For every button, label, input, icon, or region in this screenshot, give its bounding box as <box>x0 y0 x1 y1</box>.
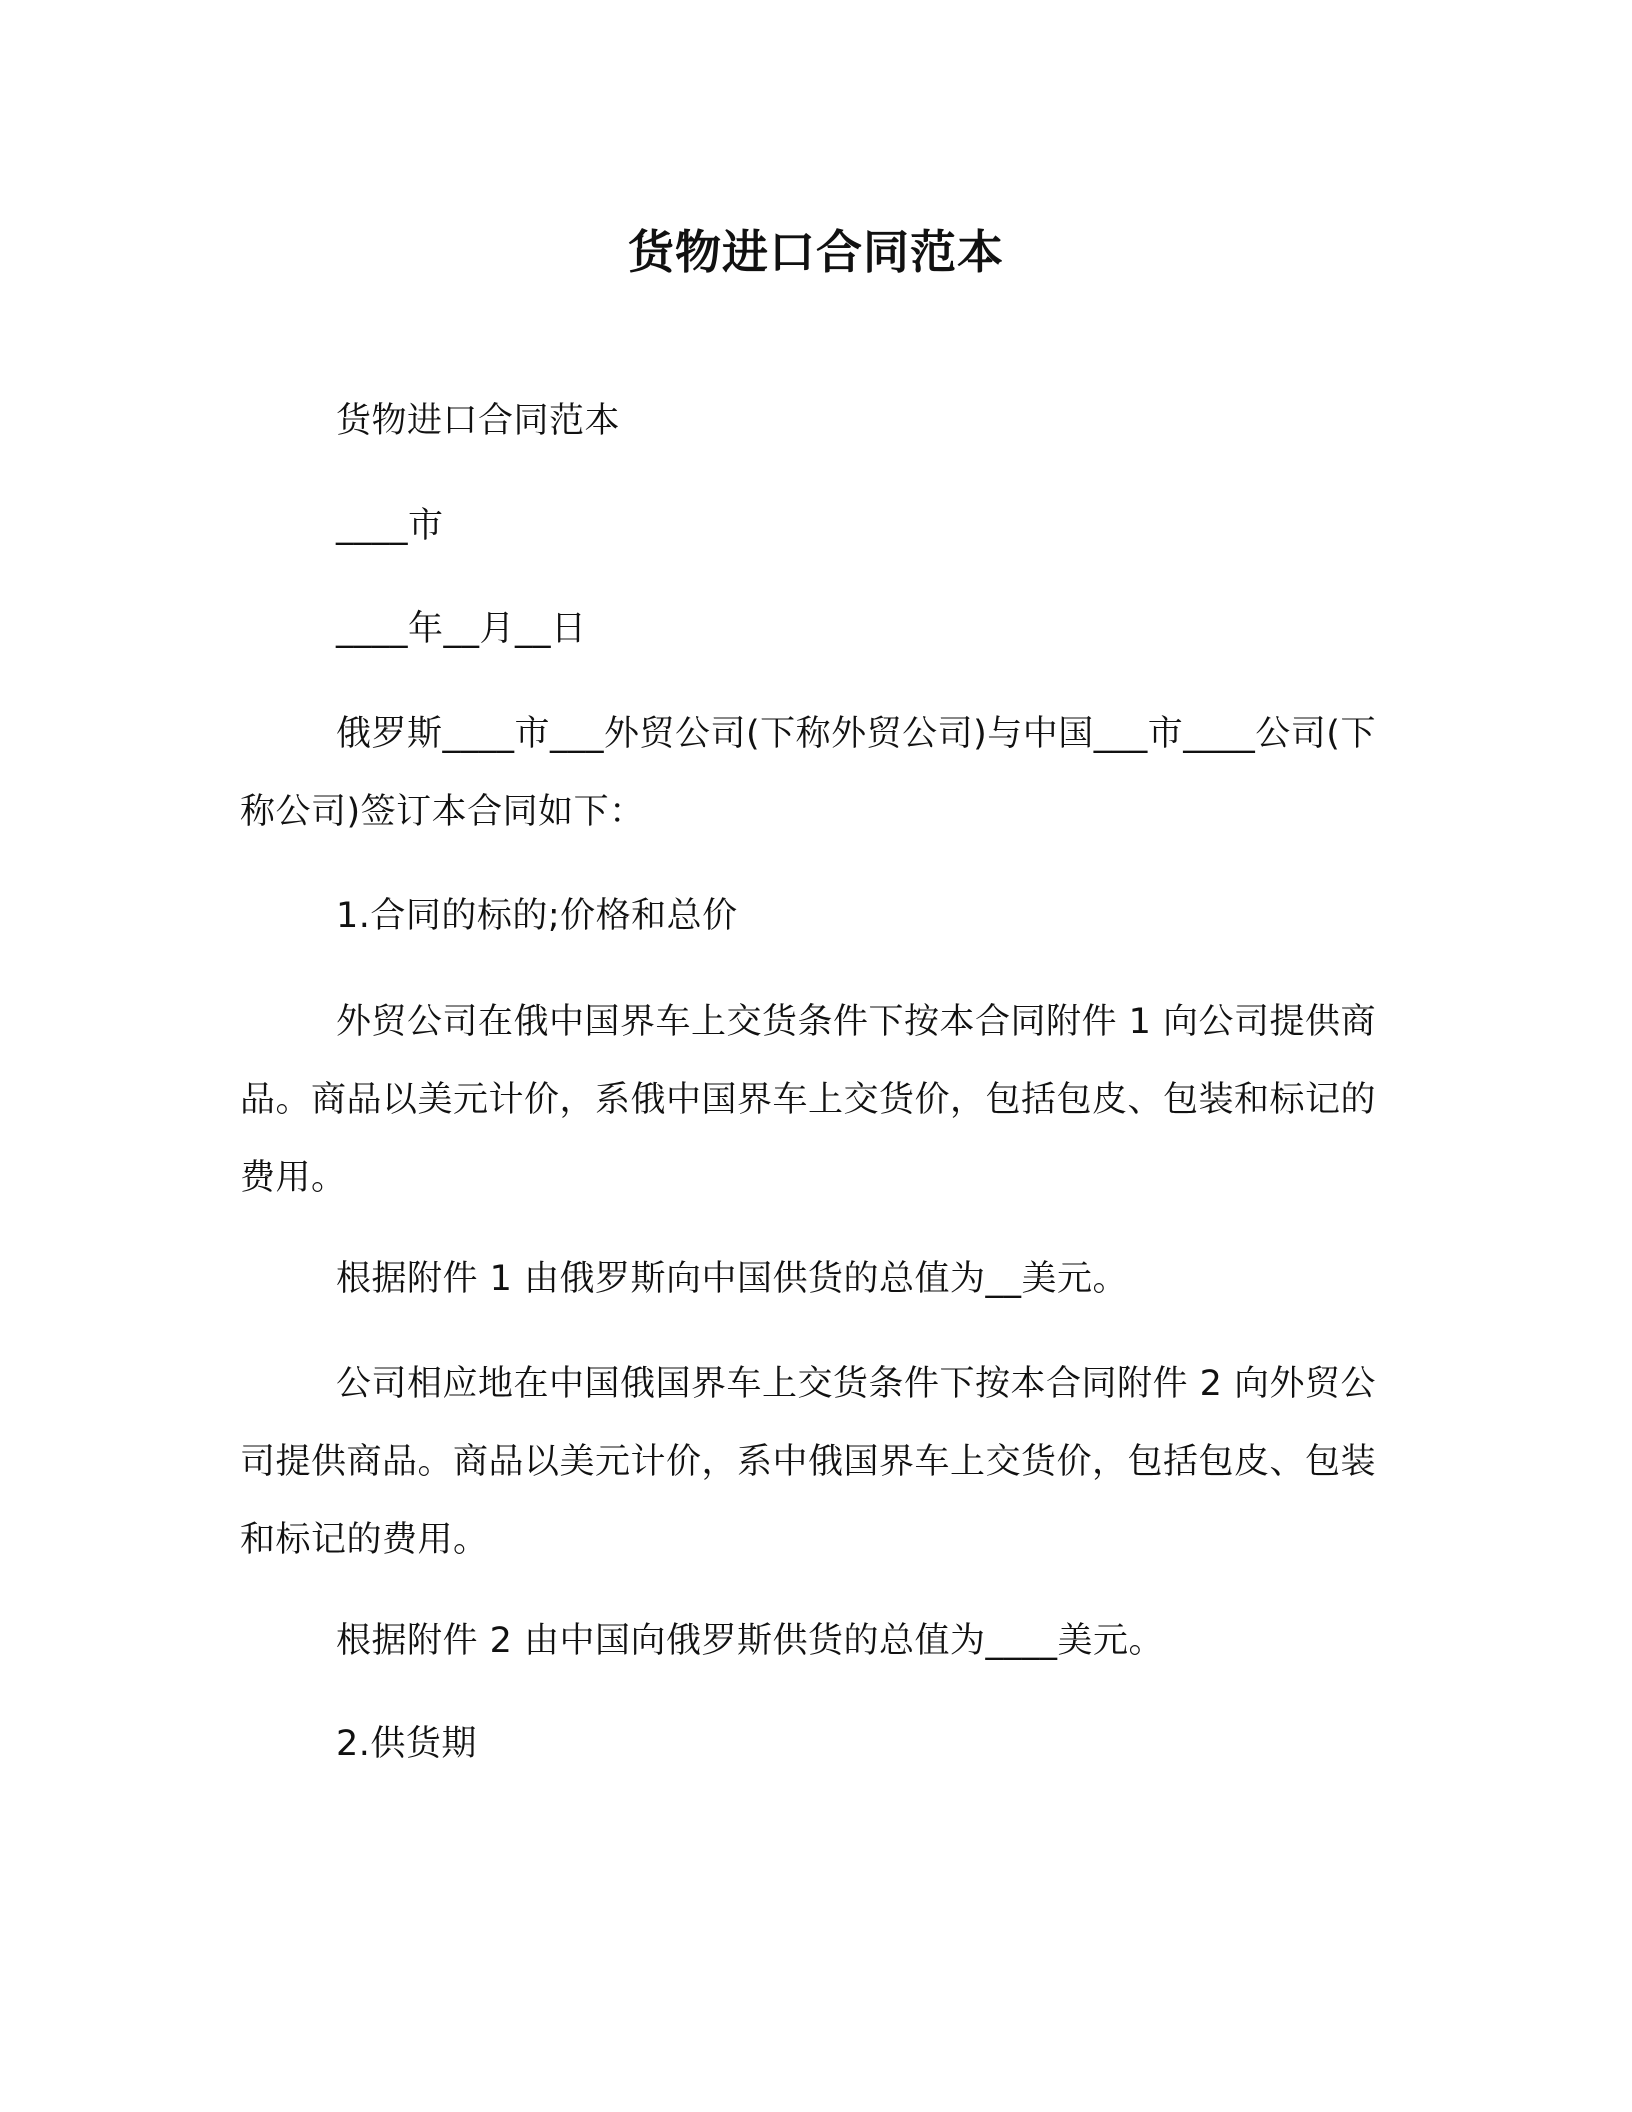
paragraph-supply-china: 公司相应地在中国俄国界车上交货条件下按本合同附件 2 向外贸公司提供商品。商品以美元计价，系中俄国界车上交货价，包括包皮、包装和标记的费用。 <box>240 1364 1377 1560</box>
subtitle-paragraph: 货物进口合同范本 <box>336 401 621 441</box>
paragraph-supply-russia: 外贸公司在俄中国界车上交货条件下按本合同附件 1 向公司提供商品。商品以美元计价，系俄中国界车上交货价，包括包皮、包装和标记的费用。 <box>240 1002 1377 1198</box>
city-line: ____市 <box>336 506 444 546</box>
section-heading-1: 1.合同的标的;价格和总价 <box>336 896 738 936</box>
date-line: ____年__月__日 <box>336 609 587 649</box>
document-title: 货物进口合同范本 <box>628 225 1004 279</box>
paragraph-total-russia: 根据附件 1 由俄罗斯向中国供货的总值为__美元。 <box>336 1259 1129 1299</box>
section-heading-2: 2.供货期 <box>336 1724 477 1764</box>
paragraph-total-china: 根据附件 2 由中国向俄罗斯供货的总值为____美元。 <box>336 1621 1165 1661</box>
parties-paragraph: 俄罗斯____市___外贸公司(下称外贸公司)与中国___市____公司(下称公司)签订本合同如下： <box>240 714 1376 832</box>
